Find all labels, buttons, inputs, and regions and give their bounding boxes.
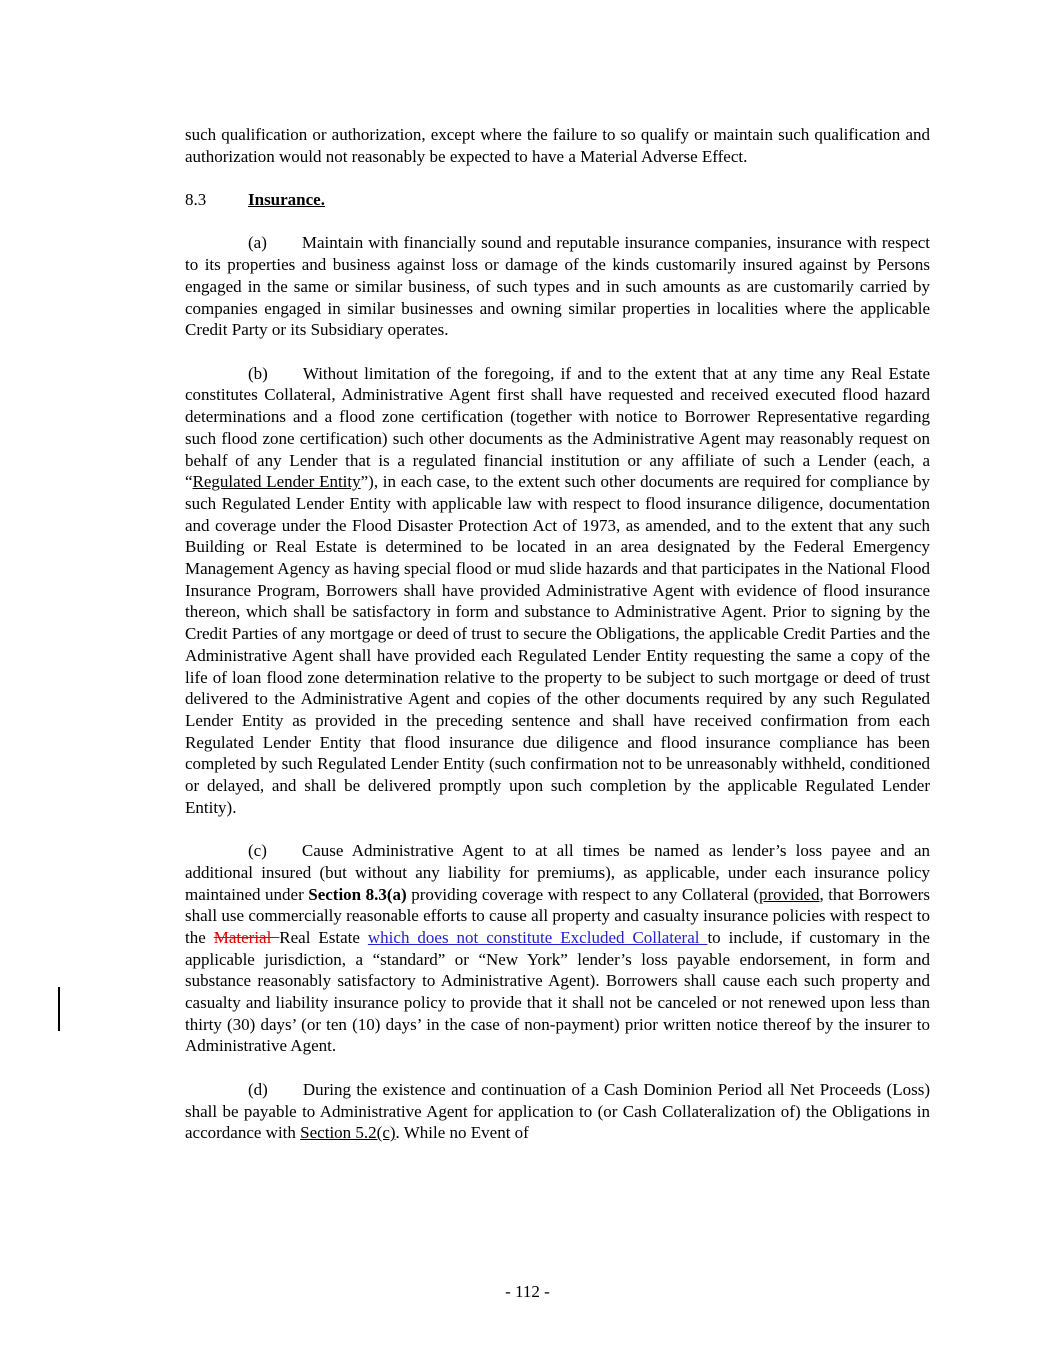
text-segment-underline: Regulated Lender Entity [192,472,361,492]
text-segment-underline: Section 5.2(c) [300,1123,396,1143]
paragraph-text [185,841,930,1055]
revision-change-bar [58,987,60,1031]
paragraph-label: (c) [248,841,267,861]
text-segment-plain: During the existence and continuation of a Cash Dominion Period all Net Proceeds (Loss) shall be payable to Administrative Agent for application to (or Cash Collateralization of) the Obligations in accordance with [185,1079,930,1143]
text-segment-plain: . While no Event of [395,1123,529,1143]
paragraph-d [185,1079,930,1144]
paragraph-text [185,364,930,817]
text-segment-del: Material [213,927,280,947]
text-segment-plain: ”), in each case, to the extent such other documents are required for compliance by such Regulated Lender Entity with applicable law with respect to flood insurance diligence, documentation and coverage under the Flood Disaster Protection Act of 1973, as amended, and to the extent that any such Building or Real Estate is determined to be located in an area designated by the Federal Emergency Management Agency as having special flood or mud slide hazards and that participates in the National Flood Insurance Program, Borrowers shall have provided Administrative Agent with evidence of flood insurance thereon, which shall be satisfactory in form and substance to Administrative Agent. Prior to signing by the Credit Parties of any mortgage or deed of trust to secure the Obligations, the applicable Credit Parties and the Administrative Agent shall have provided each Regulated Lender Entity requesting the same a copy of the life of loan flood zone determination relative to the property to be subject to such mortgage or deed of trust delivered to the Administrative Agent and copies of the other documents required by any such Regulated Lender Entity as provided in the preceding sentence and shall have received confirmation from each Regulated Lender Entity that flood insurance due diligence and flood insurance compliance has been completed by such Regulated Lender Entity (such confirmation not to be unreasonably withheld, conditioned or delayed, and shall be delivered promptly upon such completion by the applicable Regulated Lender Entity). [185,472,930,817]
paragraph-b [185,363,930,819]
section-heading [185,189,930,211]
paragraph-continuation: such qualification or authorization, except where the failure to so qualify or maintain such qualification and authorization would not reasonably be expected to have a Material Adverse Effect. [185,125,930,166]
paragraph-c [185,840,930,1057]
text-segment-bold: Section 8.3(a) [308,884,407,904]
text-segment-plain: to include, if customary in the applicable jurisdiction, a “standard” or “New York” lender’s loss payable endorsement, in form and substance reasonably satisfactory to Administrative Agent). Borrowers shall cause each such property and casualty and liability insurance policy to provide that it shall not be canceled or not renewed upon less than thirty (30) days’ (or ten (10) days’ in the case of non-payment) prior written notice thereof by the insurer to Administrative Agent. [185,927,930,1056]
text-segment-plain: Real Estate [279,927,368,947]
paragraph-label: (a) [248,233,267,253]
section-title: Insurance. [248,190,325,210]
text-segment-plain: providing coverage with respect to any Collateral ( [406,884,760,904]
text-segment-plain: , that Borrowers shall use commercially reasonable efforts to cause all property and casualty insurance policies with respect to the [185,884,930,947]
text-segment-ins: which does not constitute Excluded Collateral [367,927,708,947]
text-segment-plain: Without limitation of the foregoing, if and to the extent that at any time any Real Estate constitutes Collateral, Administrative Agent first shall have requested and received executed flood hazard determinations and a flood zone certification (together with notice to Borrower Representative regarding such flood zone certification) such other documents as the Administrative Agent may reasonably request on behalf of any Lender that is a regulated financial institution or any affiliate of such a Lender (each, a “ [185,363,930,492]
paragraph-text [185,1080,930,1142]
paragraph-label: (b) [248,363,268,383]
paragraph-text [185,233,930,339]
paragraph-a [185,232,930,341]
paragraph-label: (d) [248,1079,268,1099]
section-number: 8.3 [185,190,207,210]
text-segment-underline: provided [759,884,820,904]
text-segment-plain: Maintain with financially sound and reputable insurance companies, insurance with respect to its properties and business against loss or damage of the kinds customarily insured against by Persons engaged in the same or similar business, of such types and in such amounts as are customarily carried by companies engaged in similar businesses and owning similar properties in localities where the applicable Credit Party or its Subsidiary operates. [185,233,930,340]
text-segment-plain: Cause Administrative Agent to at all times be named as lender’s loss payee and an additional insured (but without any liability for premiums), as applicable, under each insurance policy maintained under [185,841,930,904]
page-number: - 112 - [505,1282,550,1301]
